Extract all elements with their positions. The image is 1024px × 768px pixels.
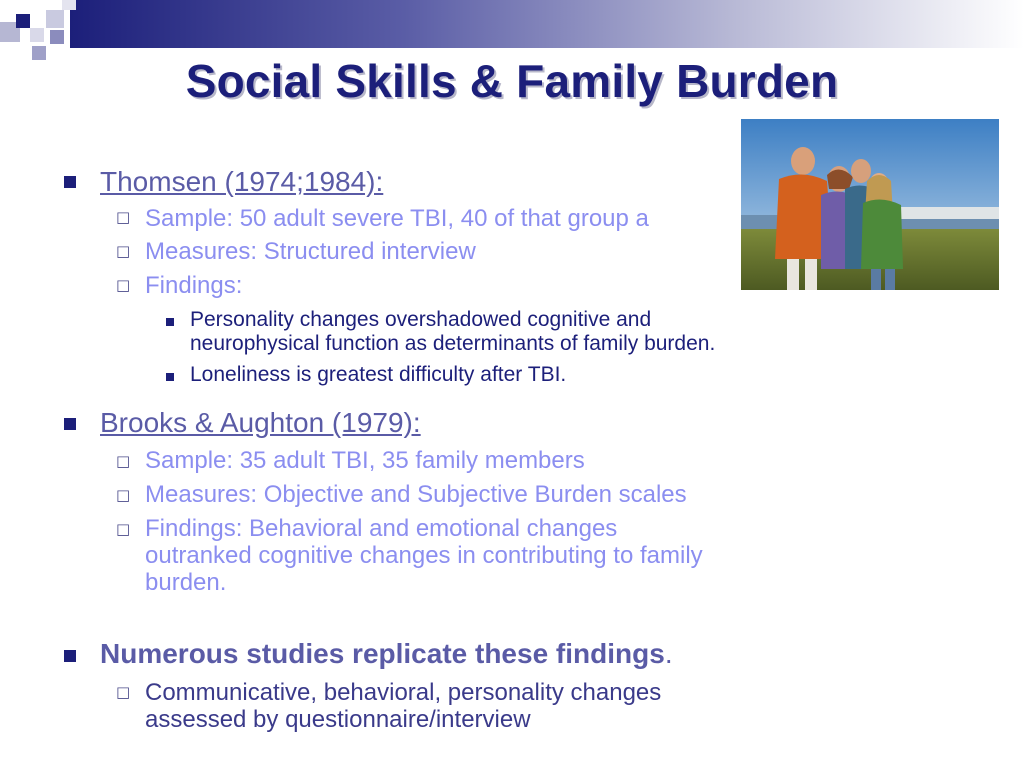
hollow-square-bullet-icon: □: [116, 452, 131, 470]
hollow-square-bullet-icon: □: [116, 486, 131, 504]
brooks-findings-line-2: outranked cognitive changes in contributing to family: [145, 542, 703, 569]
brooks-findings-line-3: burden.: [145, 569, 227, 596]
brooks-measures: Measures: Objective and Subjective Burden scales: [145, 481, 687, 508]
thomsen-findings: Findings:: [145, 272, 243, 299]
brooks-sample: Sample: 35 adult TBI, 35 family members: [145, 447, 585, 474]
numerous-heading: [100, 638, 673, 670]
bullet-square-icon: [64, 650, 76, 662]
hollow-square-bullet-icon: □: [116, 208, 131, 226]
numerous-heading-text: Numerous studies replicate these findings: [100, 638, 665, 669]
thomsen-finding-1-line-1: Personality changes overshadowed cognitive and: [190, 308, 652, 331]
bullet-square-icon: [64, 176, 76, 188]
thomsen-measures: Measures: Structured interview: [145, 238, 476, 265]
thomsen-heading[interactable]: Thomsen (1974;1984):: [100, 166, 384, 197]
hollow-square-bullet-icon: □: [116, 276, 131, 294]
hollow-square-bullet-icon: □: [116, 242, 131, 260]
brooks-heading[interactable]: Brooks & Aughton (1979):: [100, 407, 421, 438]
thomsen-sample: Sample: 50 adult severe TBI, 40 of that group a: [145, 205, 649, 232]
thomsen-finding-1-line-2: neurophysical function as determinants of family burden.: [190, 332, 716, 355]
numerous-heading-suffix: .: [664, 638, 673, 669]
bullet-square-icon: [64, 418, 76, 430]
slide-title: Social Skills & Family Burden: [185, 55, 839, 107]
small-square-bullet-icon: [166, 318, 174, 326]
hollow-square-bullet-icon: □: [116, 683, 131, 701]
hollow-square-bullet-icon: □: [116, 520, 131, 538]
thomsen-finding-2: Loneliness is greatest difficulty after TBI.: [190, 363, 567, 386]
brooks-findings-line-1: Findings: Behavioral and emotional changes: [145, 515, 618, 542]
numerous-sub-line-1: Communicative, behavioral, personality changes: [145, 679, 662, 706]
numerous-sub-line-2: assessed by questionnaire/interview: [145, 706, 531, 733]
small-square-bullet-icon: [166, 373, 174, 381]
